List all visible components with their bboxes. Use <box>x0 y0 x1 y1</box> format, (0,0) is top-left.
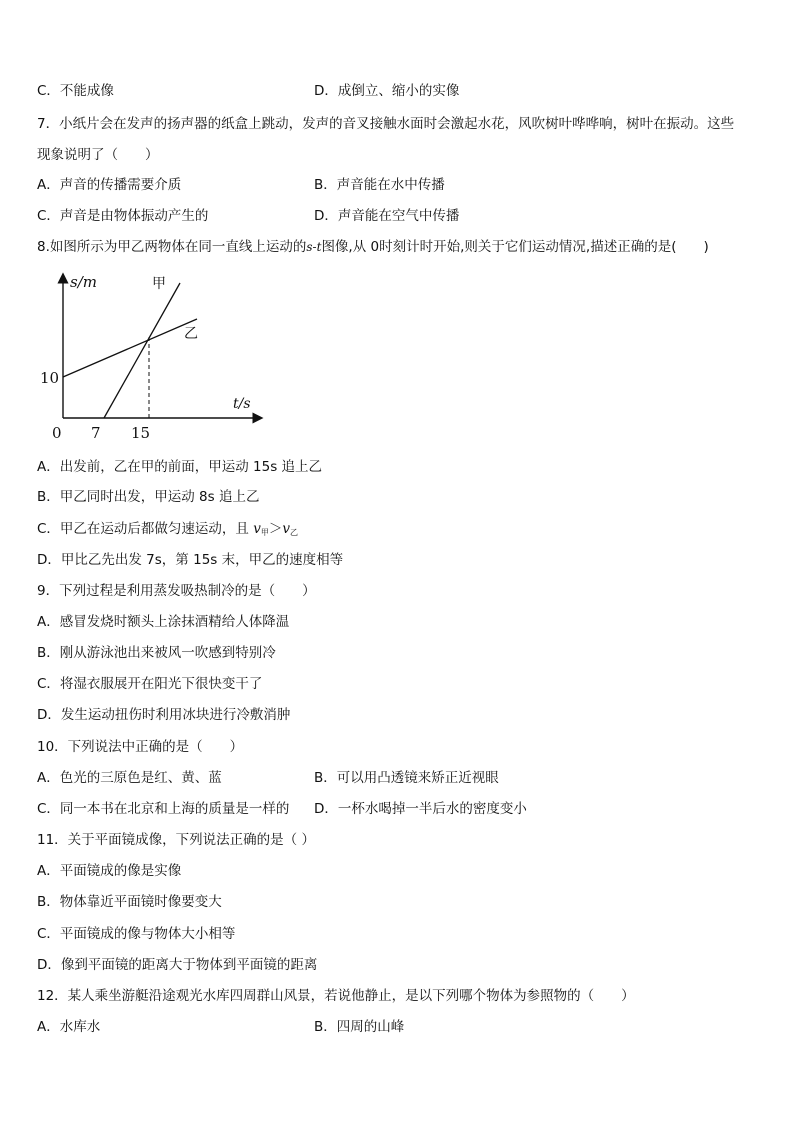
q6-option-d: D．成倒立、缩小的实像 <box>314 83 460 99</box>
q11-option-b: B．物体靠近平面镜时像要变大 <box>37 894 222 910</box>
q9-option-c: C．将湿衣服展开在阳光下很快变干了 <box>37 676 263 692</box>
q10-stem: 10．下列说法中正确的是（ ） <box>37 739 244 755</box>
q10-option-d: D．一杯水喝掉一半后水的密度变小 <box>314 801 527 817</box>
q8-stem-st: s-t <box>306 240 322 254</box>
q7-option-b: B．声音能在水中传播 <box>314 177 445 193</box>
q7-option-a: A．声音的传播需要介质 <box>37 177 182 193</box>
tick-x-7: 7 <box>91 424 101 442</box>
q12-option-b: B．四周的山峰 <box>314 1019 405 1035</box>
label-yi: 乙 <box>184 326 198 342</box>
q10-option-a: A．色光的三原色是红、黄、蓝 <box>37 770 222 786</box>
v-yi: v <box>282 521 290 537</box>
q8-option-c <box>37 520 298 542</box>
q8-stem-post: 图像,从 0时刻计时开始,则关于它们运动情况,描述正确的是( ) <box>321 239 709 255</box>
q9-stem: 9．下列过程是利用蒸发吸热制冷的是（ ） <box>37 583 316 599</box>
label-jia: 甲 <box>152 276 166 292</box>
q10-option-c: C．同一本书在北京和上海的质量是一样的 <box>37 801 290 817</box>
q8-stem <box>37 238 709 256</box>
q7-option-c: C．声音是由物体振动产生的 <box>37 208 209 224</box>
q12-stem: 12．某人乘坐游艇沿途观光水库四周群山风景，若说他静止，是以下列哪个物体为参照物的（ ） <box>37 988 635 1004</box>
x-axis-label: t/s <box>233 396 251 412</box>
q7-stem-line2: 现象说明了（ ） <box>37 147 159 163</box>
q7-option-d: D．声音能在空气中传播 <box>314 208 460 224</box>
q9-option-d: D．发生运动扭伤时利用冰块进行冷敷消肿 <box>37 707 291 723</box>
q12-option-a: A．水库水 <box>37 1019 101 1035</box>
q7-stem-line1: 7．小纸片会在发声的扬声器的纸盒上跳动，发声的音叉接触水面时会激起水花，风吹树叶哗哗响，树叶在振动。这些 <box>37 116 735 132</box>
tick-x-0: 0 <box>52 424 62 442</box>
line-yi <box>63 319 197 377</box>
q11-option-d: D．像到平面镜的距离大于物体到平面镜的距离 <box>37 957 318 973</box>
q8-option-d: D．甲比乙先出发 7s，第 15s 末，甲乙的速度相等 <box>37 552 344 568</box>
q8-option-b: B．甲乙同时出发，甲运动 8s 追上乙 <box>37 489 260 505</box>
q9-option-a: A．感冒发烧时额头上涂抹酒精给人体降温 <box>37 614 290 630</box>
greater-than: ＞ <box>268 521 283 537</box>
q9-option-b: B．刚从游泳池出来被风一吹感到特别冷 <box>37 645 276 661</box>
q8-stem-pre: 8.如图所示为甲乙两物体在同一直线上运动的 <box>37 239 307 255</box>
q11-option-c: C．平面镜成的像与物体大小相等 <box>37 926 236 942</box>
q11-option-a: A．平面镜成的像是实像 <box>37 863 182 879</box>
q10-option-b: B．可以用凸透镜来矫正近视眼 <box>314 770 499 786</box>
y-axis-label: s/m <box>70 273 97 291</box>
v-jia: v <box>253 521 261 537</box>
q8-option-c-text: C．甲乙在运动后都做匀速运动，且 <box>37 521 254 537</box>
q11-stem: 11．关于平面镜成像，下列说法正确的是（ ） <box>37 832 315 848</box>
tick-x-15: 15 <box>131 424 151 442</box>
q6-option-c: C．不能成像 <box>37 83 114 99</box>
sub-jia: 甲 <box>260 528 269 537</box>
line-jia <box>104 283 180 418</box>
tick-y-10: 10 <box>40 369 60 387</box>
st-graph <box>30 268 280 448</box>
q8-option-a: A．出发前，乙在甲的前面，甲运动 15s 追上乙 <box>37 459 323 475</box>
sub-yi: 乙 <box>290 528 298 537</box>
